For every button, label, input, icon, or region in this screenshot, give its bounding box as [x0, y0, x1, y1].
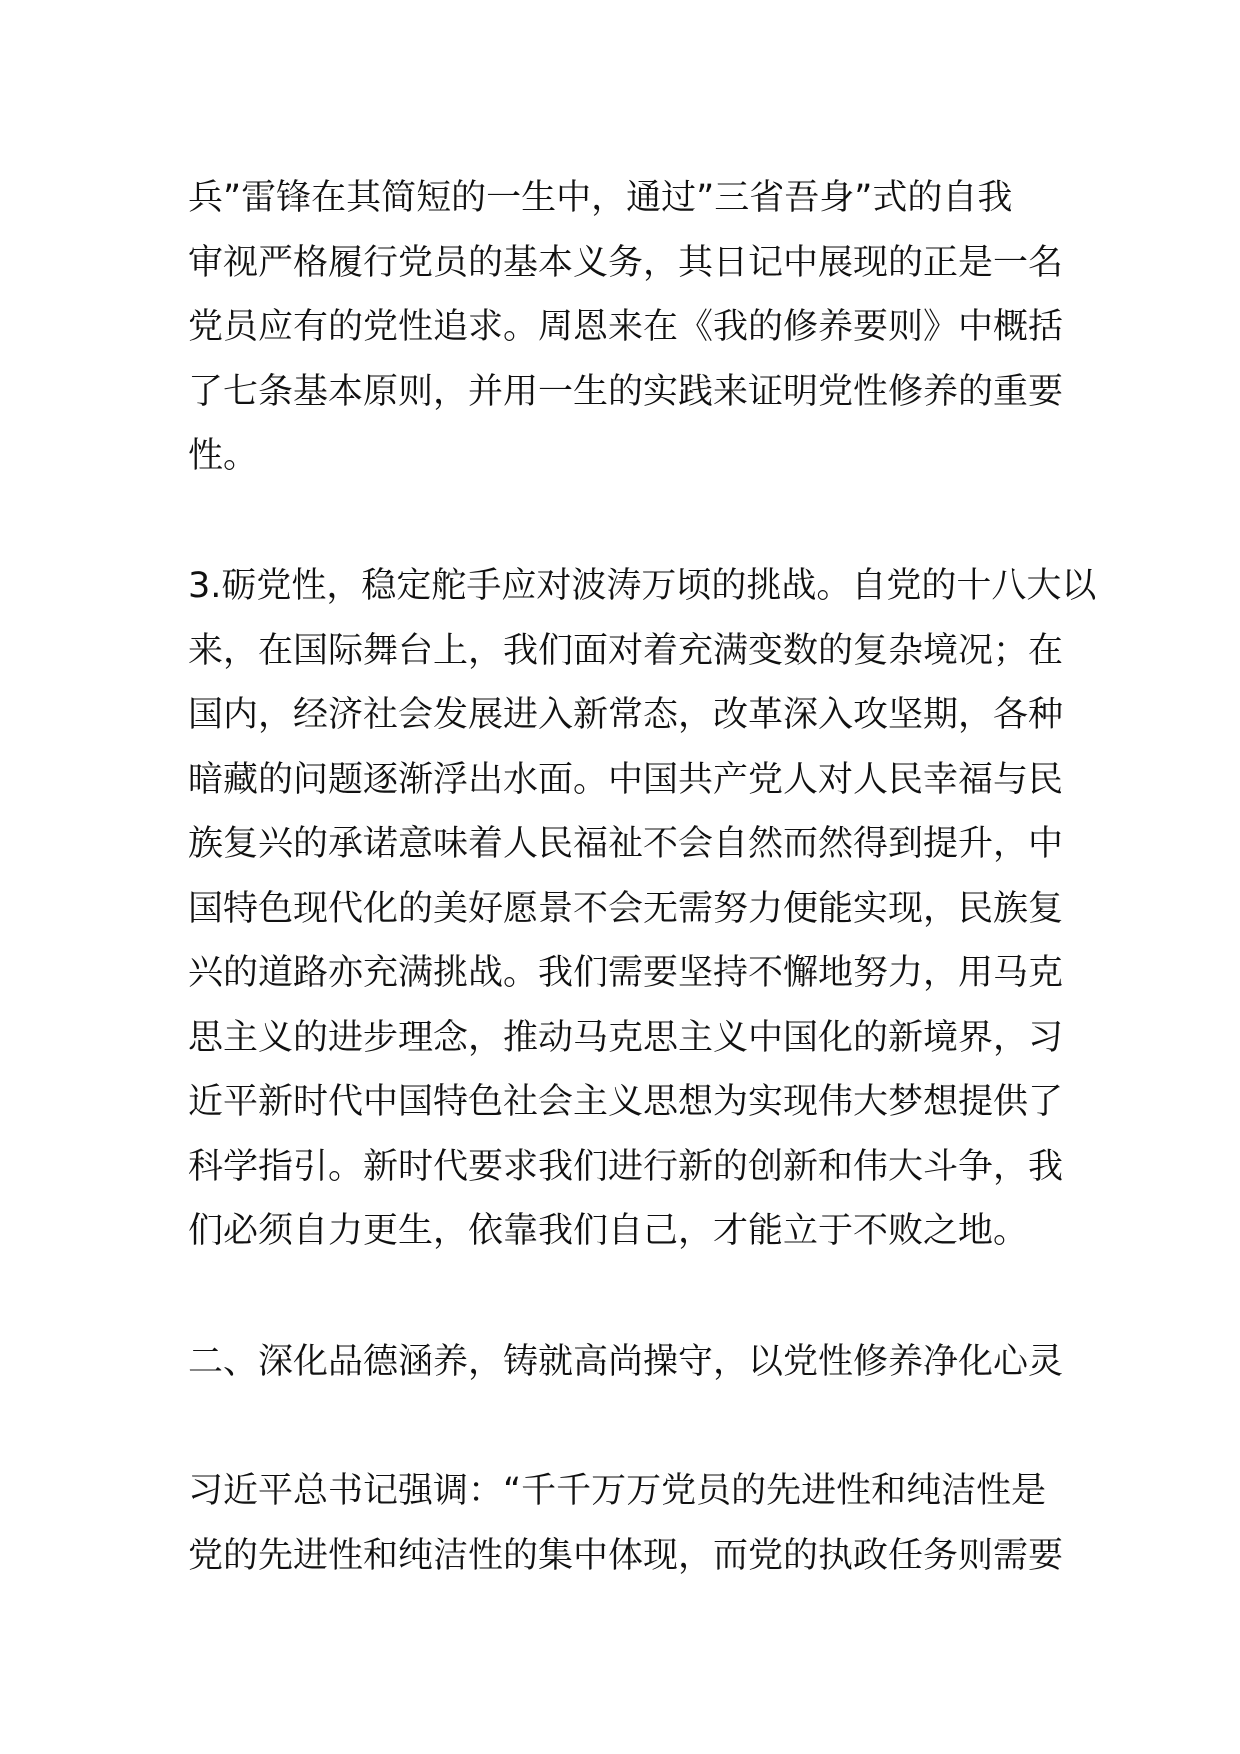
text-line: 近平新时代中国特色社会主义思想为实现伟大梦想提供了 — [188, 1082, 1064, 1122]
text-line: 兵”雷锋在其简短的一生中，通过”三省吾身”式的自我 — [188, 178, 1013, 218]
text-line: 性。 — [188, 436, 259, 476]
paragraph-2 — [188, 554, 1096, 1264]
text-line: 国内，经济社会发展进入新常态，改革深入攻坚期，各种 — [188, 695, 1064, 735]
text-line: 审视严格履行党员的基本义务，其日记中展现的正是一名 — [188, 242, 1064, 283]
text-line: 了七条基本原则，并用一生的实践来证明党性修养的重要 — [188, 371, 1064, 412]
text-line: 习近平总书记强调：“千千万万党员的先进性和纯洁性是 — [188, 1471, 1047, 1511]
text-line: 党员应有的党性追求。周恩来在《我的修养要则》中概括 — [188, 307, 1064, 347]
section-heading — [188, 1330, 1063, 1395]
text-line: 党的先进性和纯洁性的集中体现，而党的执政任务则需要 — [188, 1535, 1064, 1576]
text-line: 兴的道路亦充满挑战。我们需要坚持不懈地努力，用马克 — [188, 953, 1064, 993]
text-line: 们必须自力更生，依靠我们自己，才能立于不败之地。 — [188, 1211, 1029, 1251]
text-line: 二、深化品德涵养，铸就高尚操守，以党性修养净化心灵 — [188, 1342, 1064, 1382]
text-line: 思主义的进步理念，推动马克思主义中国化的新境界，习 — [188, 1017, 1064, 1058]
text-line: 3.砺党性，稳定舵手应对波涛万顷的挑战。自党的十八大以 — [188, 566, 1097, 606]
text-line: 来，在国际舞台上，我们面对着充满变数的复杂境况；在 — [188, 630, 1064, 671]
text-line: 国特色现代化的美好愿景不会无需努力便能实现，民族复 — [188, 888, 1064, 929]
text-line: 暗藏的问题逐渐浮出水面。中国共产党人对人民幸福与民 — [188, 759, 1064, 800]
text-line: 族复兴的承诺意味着人民福祉不会自然而然得到提升，中 — [188, 824, 1064, 864]
paragraph-1 — [188, 166, 1063, 489]
paragraph-4 — [188, 1459, 1063, 1588]
text-line: 科学指引。新时代要求我们进行新的创新和伟大斗争，我 — [188, 1146, 1064, 1187]
